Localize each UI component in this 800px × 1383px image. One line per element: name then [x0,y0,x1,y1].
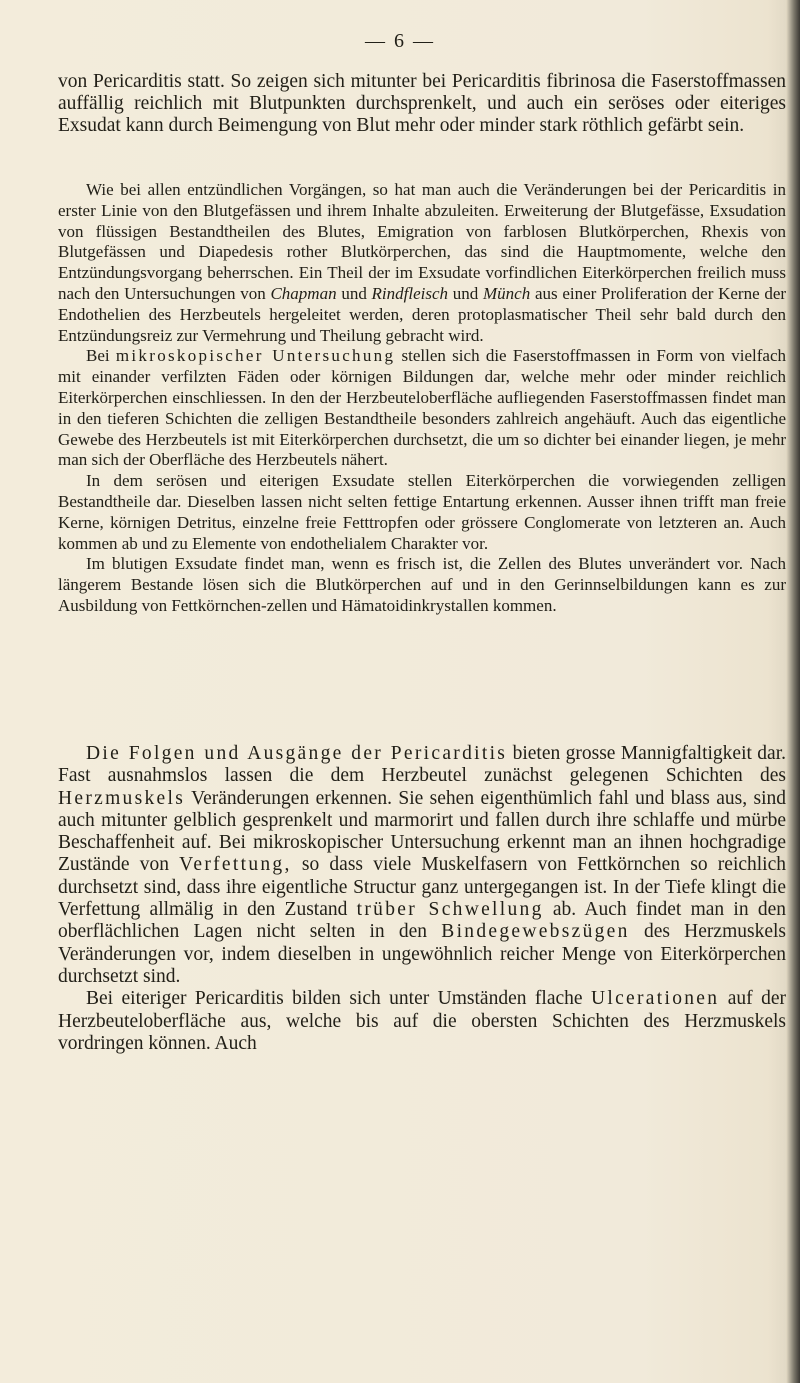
spaced-term: Verfettung, [179,854,292,876]
pathology-paragraph-3: In dem serösen und eiterigen Exsudate stellen Eiterkörperchen die vorwiegenden zelligen Bestandtheile dar. Dieselben lassen nicht selten fettige Entartung erkennen. Ausser ihnen trifft man freie Kerne, körnigen Detritus, einzelne freie Fetttropfen oder grössere Conglomerate von letzteren an. Auch kommen ab und zu Elemente von endothelialem Charakter vor. [58,471,786,553]
p1-text-a: Wie bei allen entzündlichen Vorgängen, so hat man auch die Veränderungen bei der Pericarditis in erster Linie von den Blutgefässen und ihrem Inhalte abzuleiten. Erweiterung der Blutgefässe, Exsudation von flüssigen Bestandtheilen des Blutes, Emigration von farblosen Blutkörperchen, Rhexis von Blutgefässen und Diapedesis rother Blutkörperchen, das sind die Hauptmomente, welche den Entzündungsvorgang beherrschen. Ein Theil der im Exsudate vorfindlichen Eiterkörperchen freilich muss nach den Untersuchungen von [58,180,786,303]
c1-text: des Herzmuskels Veränderungen vor, indem dieselben in ungewöhnlich reicher Menge von Eiterkörperchen durchsetzt sind. [58,921,786,987]
spaced-term: mikroskopischer Untersuchung [115,346,396,366]
c1-text: Veränderungen erkennen. Sie sehen eigenthümlich fahl und blass aus, sind auch mitunter gelblich gesprenkelt und marmorirt und fallen durch ihre schlaffe und mürbe Beschaffenheit auf. Bei mikroskopischer Untersuchung erkennt man an ihnen hochgradige Zustände von [58,787,786,876]
p2-pre: Bei [86,346,110,366]
page-edge-shadow [786,0,800,1383]
consequences-paragraph-2 [58,988,786,1055]
c1-text: so dass viele Muskelfasern von Fettkörnchen so reichlich durchsetzt sind, dass ihre eigentliche Structur ganz untergegangen ist. In der Tiefe klingt die Verfettung allmälig in den Zustand [58,854,787,921]
consequences-paragraph-1 [58,743,786,988]
spaced-term: Herzmuskels [58,787,186,809]
pathology-section [58,180,786,617]
author-rindfleisch: Rindfleisch [371,283,449,303]
spaced-term: Die Folgen und Ausgänge der Pericarditis [86,743,508,764]
c2-text: auf der Herzbeuteloberfläche aus, welche bis auf die obersten Schichten des Herzmuskels vordringen können. Auch [58,988,786,1054]
spaced-term: Bindegewebszügen [441,921,630,943]
consequences-section [58,743,786,1055]
intro-section [58,71,786,136]
c1-text: ab. Auch findet man in den oberflächlichen Lagen nicht selten in den [58,899,787,943]
conj: und [452,283,479,303]
spaced-term: Ulcerationen [591,988,720,1010]
intro-paragraph: von Pericarditis statt. So zeigen sich mitunter bei Pericarditis fibrinosa die Faserstoffmassen auffällig reichlich mit Blutpunkten durchsprenkelt, und auch ein seröses oder eiteriges Exsudat kann durch Beimengung von Blut mehr oder minder stark röthlich gefärbt sein. [58,71,786,136]
p2-text: stellen sich die Faserstoffmassen in Form von vielfach mit einander verfilzten Fäden oder körnigen Bildungen dar, welche mehr oder minder reichlich Eiterkörperchen einschliessen. In den der Herzbeuteloberfläche aufliegenden Faserstoffmassen findet man in den tieferen Schichten die zelligen Bestandtheile besonders zahlreich angehäuft. Auch das eigentliche Gewebe des Herzbeutels ist mit Eiterkörperchen durchsetzt, die um so dichter bei einander liegen, je mehr man sich der Oberfläche des Herzbeutels nähert. [58,346,787,470]
c2-text: Bei eiteriger Pericarditis bilden sich unter Umständen flache [86,988,583,1010]
spaced-term: trüber Schwellung [356,899,544,921]
page-number: — 6 — [365,30,435,52]
pathology-paragraph-1 [58,180,786,346]
author-muench: Münch [483,283,531,303]
conj: und [341,283,367,303]
pathology-paragraph-4: Im blutigen Exsudate findet man, wenn es frisch ist, die Zellen des Blutes unverändert vor. Nach längerem Bestande lösen sich die Blutkörperchen auf und in den Gerinnselbildungen kann es zur Ausbildung von Fettkörnchen-zellen und Hämatoidinkrystallen kommen. [58,554,786,615]
p1-text-b: aus einer Proliferation der Kerne der Endothelien des Herzbeutels hergeleitet werden, deren protoplasmatischer Theil sehr bald durch den Entzündungsreiz zur Vermehrung und Theilung gebracht wird. [58,283,787,345]
author-chapman: Chapman [270,283,337,303]
c1-text: bieten grosse Mannigfaltigkeit dar. Fast ausnahmslos lassen die dem Herzbeutel zunächst gelegenen Schichten des [58,743,786,787]
pathology-paragraph-2 [58,346,786,471]
